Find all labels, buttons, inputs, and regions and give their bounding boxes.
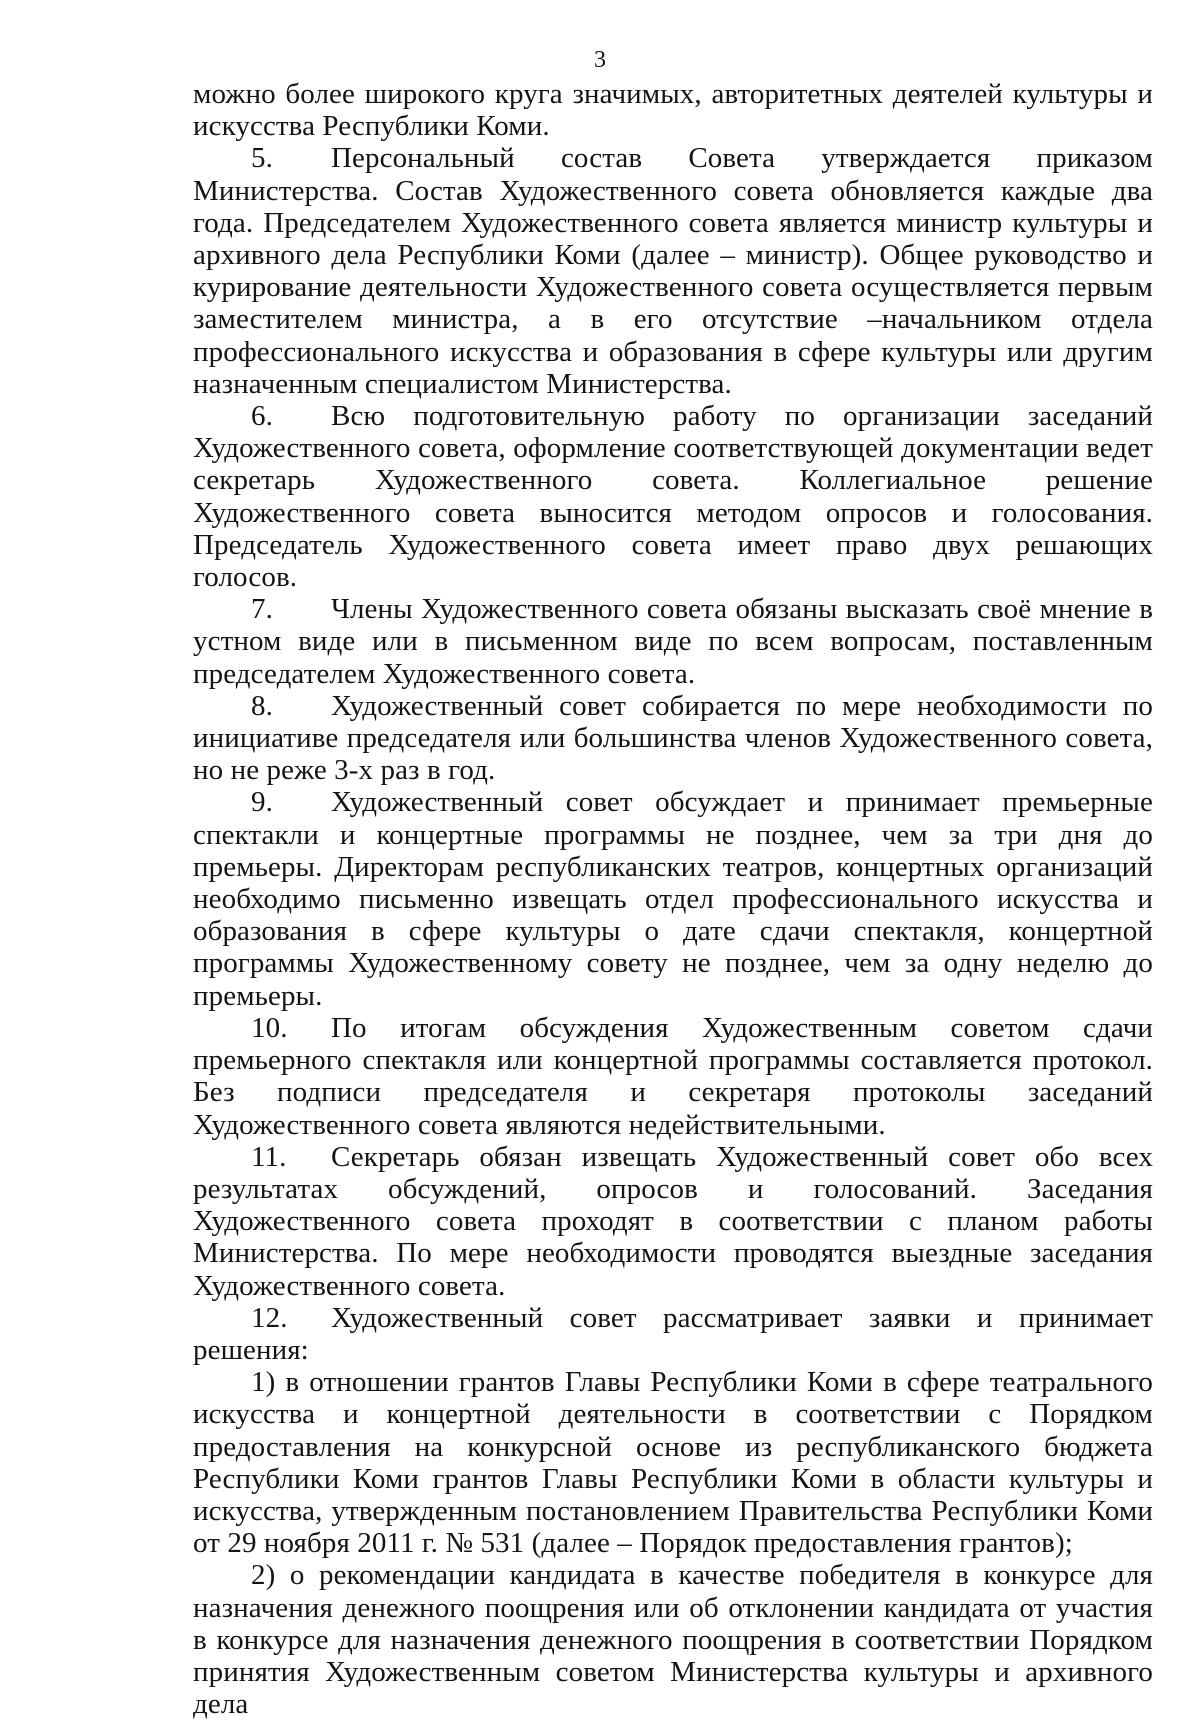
document-body: [193, 78, 1153, 1720]
paragraph-text: Секретарь обязан извещать Художественный совет обо всех результатах обсуждений, опросов и голосований. Заседания Художественного совета проходят в соответствии с планом работы Министерства. По мере необходимости проводятся выездные заседания Художественного совета.: [193, 1140, 1153, 1302]
paragraph-6: [193, 400, 1153, 593]
paragraph-text: Персональный состав Совета утверждается приказом Министерства. Состав Художественного совета обновляется каждые два года. Председателем Художественного совета является министр культуры и архивного дела Республики Коми (далее – министр). Общее руководство и курирование деятельности Художественного совета осуществляется первым заместителем министра, а в его отсутствие –начальником отдела профессионального искусства и образования в сфере культуры или другим назначенным специалистом Министерства.: [193, 142, 1153, 400]
paragraph-text: Художественный совет обсуждает и принимает премьерные спектакли и концертные программы не позднее, чем за три дня до премьеры. Директорам республиканских театров, концертных организаций необходимо письменно извещать отдел профессионального искусства и образования в сфере культуры о дате сдачи спектакля, концертной программы Художественному совету не позднее, чем за одну неделю до премьеры.: [193, 786, 1153, 1012]
paragraph-text: Всю подготовительную работу по организации заседаний Художественного совета, оформление соответствующей документации ведет секретарь Художественного совета. Коллегиальное решение Художественного совета выносится методом опросов и голосования. Председатель Художественного совета имеет право двух решающих голосов.: [193, 400, 1153, 594]
paragraph-8: [193, 690, 1153, 787]
paragraph-text: Художественный совет рассматривает заявки и принимает решения:: [193, 1301, 1153, 1366]
paragraph-text: Члены Художественного совета обязаны высказать своё мнение в устном виде или в письменном виде по всем вопросам, поставленным председателем Художественного совета.: [193, 593, 1153, 690]
paragraph-text: По итогам обсуждения Художественным советом сдачи премьерного спектакля или концертной программы составляется протокол. Без подписи председателя и секретаря протоколы заседаний Художественного совета являются недействительными.: [193, 1011, 1153, 1141]
paragraph-9: [193, 786, 1153, 1011]
paragraph-text: можно более широкого круга значимых, авторитетных деятелей культуры и искусства Республики Коми.: [193, 78, 1153, 143]
paragraph-7: [193, 593, 1153, 690]
paragraph-text: 2) о рекомендации кандидата в качестве победителя в конкурсе для назначения денежного поощрения или об отклонении кандидата от участия в конкурсе для назначения денежного поощрения в соответствии Порядком принятия Художественным советом Министерства культуры и архивного дела: [193, 1559, 1153, 1720]
paragraph-number: 11.: [251, 1140, 287, 1173]
paragraph-number: 10.: [251, 1011, 288, 1044]
page-number: 3: [594, 47, 606, 73]
paragraph-number: 9.: [251, 786, 273, 819]
paragraph-12: [193, 1302, 1153, 1366]
paragraph-number: 8.: [251, 689, 273, 722]
paragraph-text: Художественный совет собирается по мере необходимости по инициативе председателя или большинства членов Художественного совета, но не реже 3-х раз в год.: [193, 689, 1153, 787]
subparagraph-1: [193, 1366, 1153, 1559]
paragraph-number: 7.: [251, 593, 273, 626]
paragraph-10: [193, 1012, 1153, 1141]
paragraph-5: [193, 142, 1153, 400]
subparagraph-2: [193, 1559, 1153, 1720]
paragraph-continuation: [193, 78, 1153, 142]
paragraph-text: 1) в отношении грантов Главы Республики Коми в сфере театрального искусства и концертной деятельности в соответствии с Порядком предоставления на конкурсной основе из республиканского бюджета Республики Коми грантов Главы Республики Коми в области культуры и искусства, утвержденным постановлением Правительства Республики Коми от 29 ноября 2011 г. № 531 (далее – Порядок предоставления грантов);: [193, 1366, 1153, 1560]
paragraph-number: 12.: [251, 1301, 288, 1334]
paragraph-number: 5.: [251, 142, 273, 175]
paragraph-11: [193, 1141, 1153, 1302]
paragraph-number: 6.: [251, 400, 273, 433]
